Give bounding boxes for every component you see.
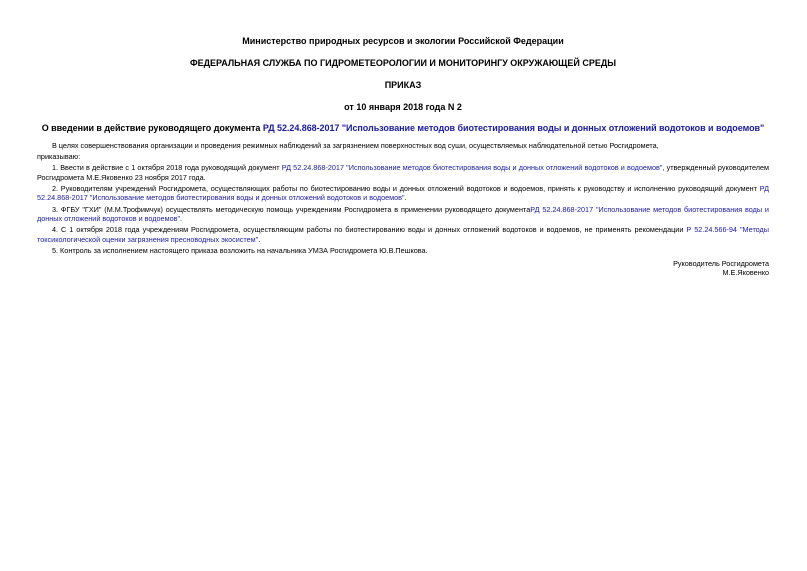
signatory-name: М.Е.Яковенко xyxy=(722,268,769,278)
document-type-heading: ПРИКАЗ xyxy=(384,80,422,90)
order-item-2 xyxy=(37,184,769,203)
subject-prefix: О введении в действие руководящего документа xyxy=(41,123,263,133)
order-item-5 xyxy=(37,246,769,256)
order-item-3 xyxy=(37,205,769,224)
signature-block xyxy=(37,259,769,278)
document-body xyxy=(37,141,769,256)
item-2-text-after: . xyxy=(404,193,407,203)
service-heading: ФЕДЕРАЛЬНАЯ СЛУЖБА ПО ГИДРОМЕТЕОРОЛОГИИ И МОНИТОРИНГУ ОКРУЖАЮЩЕЙ СРЕДЫ xyxy=(189,58,617,68)
item-3-text: 3. ФГБУ "ГХИ" (М.М.Трофимчук) осуществлять методическую помощь учреждениям Росгидромета в применении руководящего документа xyxy=(52,204,531,214)
subject-heading xyxy=(37,122,769,134)
intro-paragraph: В целях совершенствования организации и проведения режимных наблюдений за загрязнением поверхностных вод суши, осуществляемых наблюдательной сетью Росгидромета, xyxy=(52,141,659,150)
item-2-text: 2. Руководителям учреждений Росгидромета, осуществляющих работы по биотестированию воды и донных отложений водотоков и водоемов, принять к руководству и исполнению руководящий документ xyxy=(52,183,760,193)
item-3-document-link[interactable]: РД 52.24.868-2017 "Использование методов биотестирования воды и донных отложений водотоков и водоемов" xyxy=(37,204,769,224)
item-1-text: 1. Ввести в действие с 1 октября 2018 года руководящий документ xyxy=(52,163,282,173)
document-page xyxy=(37,0,769,278)
item-3-text-after: . xyxy=(180,214,183,224)
date-number-heading: от 10 января 2018 года N 2 xyxy=(344,102,462,112)
item-5-text: 5. Контроль за исполнением настоящего приказа возложить на начальника УМЗА Росгидромета Ю.В.Пешкова. xyxy=(52,245,428,255)
item-4-text-after: . xyxy=(258,234,261,244)
item-2-document-link[interactable]: РД 52.24.868-2017 "Использование методов биотестирования воды и донных отложений водотоков и водоемов" xyxy=(37,183,769,203)
ministry-heading: Министерство природных ресурсов и экологии Российской Федерации xyxy=(242,36,564,46)
signatory-title: Руководитель Росгидромета xyxy=(673,258,769,268)
item-1-document-link[interactable]: РД 52.24.868-2017 "Использование методов биотестирования воды и донных отложений водотоков и водоемов" xyxy=(281,163,663,173)
item-4-text: 4. С 1 октября 2018 года учреждениям Росгидромета, осуществляющим работы по биотестированию воды и донных отложений водотоков и водоемов, не применять рекомендации xyxy=(52,225,687,235)
order-item-4 xyxy=(37,225,769,244)
item-1-text-after: , утвержденный руководителем Росгидромета М.Е.Яковенко 23 ноября 2017 года. xyxy=(37,163,769,182)
order-word: приказываю: xyxy=(37,152,81,162)
subject-document-link[interactable]: РД 52.24.868-2017 "Использование методов биотестирования воды и донных отложений водотоков и водоемов" xyxy=(262,123,765,133)
order-item-1 xyxy=(37,163,769,182)
item-4-recommendation-link[interactable]: Р 52.24.566-94 "Методы токсикологической оценки загрязнения пресноводных экосистем" xyxy=(37,225,770,244)
